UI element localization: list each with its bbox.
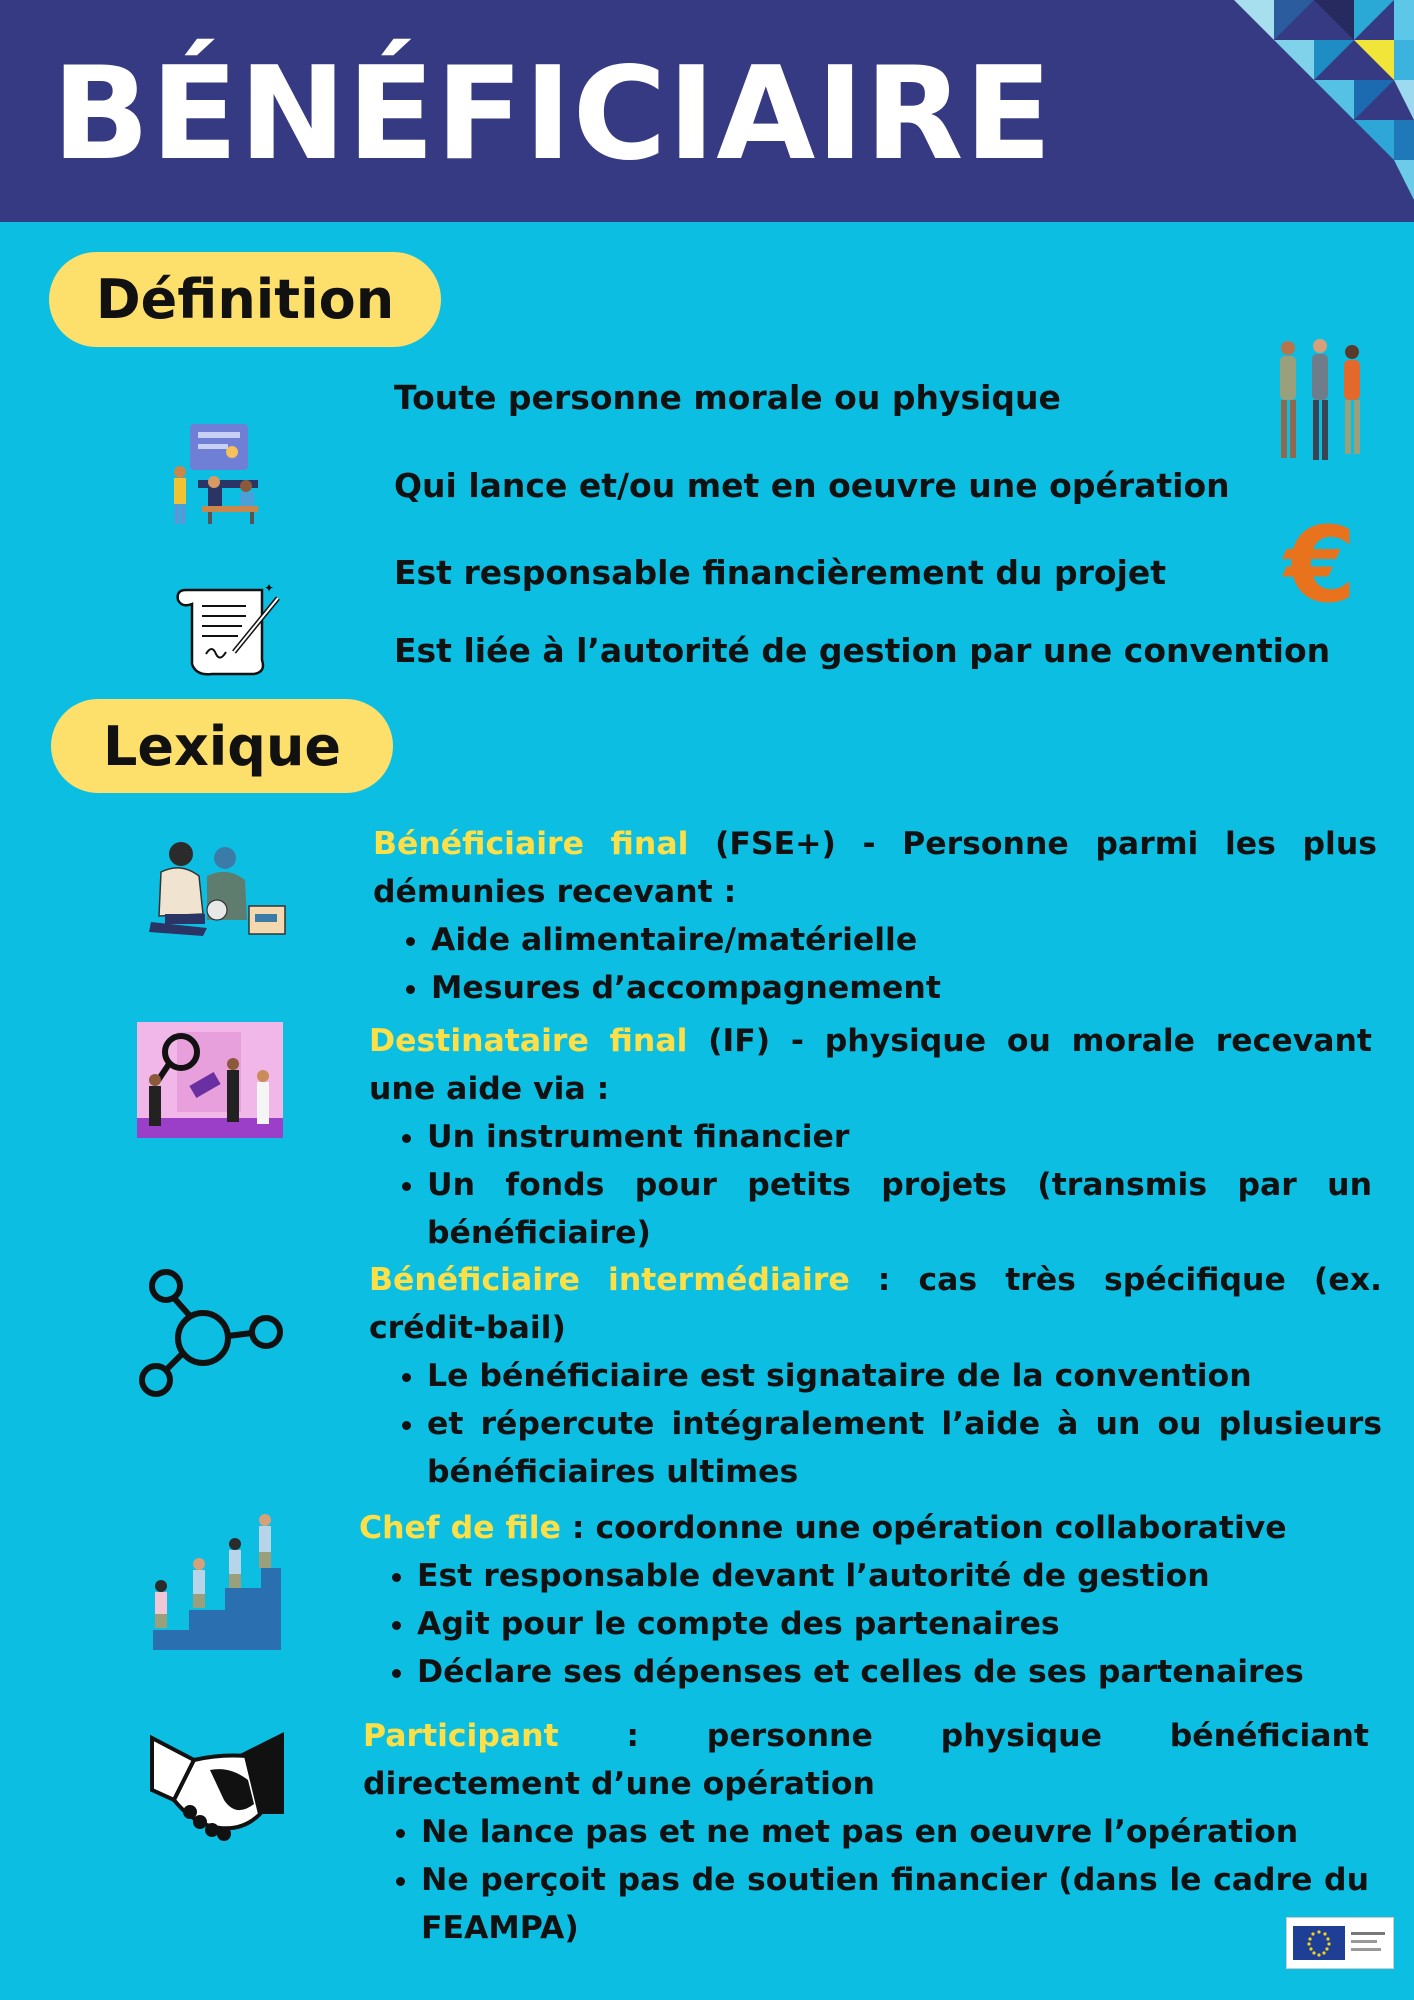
entry-text: (FSE+) - Personne parmi les plus démunies recevant : — [373, 826, 1377, 910]
list-item: • Est responsable devant l’autorité de gestion — [417, 1552, 1389, 1600]
lexique-heading: Lexique — [51, 699, 393, 793]
list-item: • Ne perçoit pas de soutien financier (dans le cadre du FEAMPA) — [421, 1856, 1369, 1952]
definition-item-4: Est liée à l’autorité de gestion par une convention — [394, 631, 1331, 670]
handshake-icon — [150, 1730, 284, 1846]
list-item: • et répercute intégralement l’aide à un ou plusieurs bénéficiaires ultimes — [427, 1400, 1382, 1496]
decorative-triangles-icon — [1234, 0, 1414, 222]
team-meeting-icon — [168, 420, 276, 526]
lexique-entry-destinataire-final — [369, 1017, 1372, 1257]
svg-text:✦: ✦ — [264, 581, 275, 595]
definition-item-1: Toute personne morale ou physique — [394, 378, 1061, 417]
people-icon — [1268, 338, 1374, 466]
term-destinataire-final: Destinataire final — [369, 1023, 688, 1059]
stairs-teamwork-icon — [137, 1508, 281, 1650]
entry-text: : cas très spécifique (ex. crédit-bail) — [369, 1262, 1382, 1346]
entry-text: : coordonne une opération collaborative — [560, 1510, 1287, 1546]
page-title: BÉNÉFICIAIRE — [52, 40, 1053, 189]
lexique-entry-participant — [363, 1712, 1369, 1952]
definition-item-2: Qui lance et/ou met en oeuvre une opération — [394, 466, 1230, 505]
eu-cofunding-badge — [1286, 1917, 1394, 1969]
list-item: • Agit pour le compte des partenaires — [417, 1600, 1389, 1648]
term-participant: Participant — [363, 1718, 559, 1754]
term-chef-de-file: Chef de file — [359, 1510, 561, 1546]
search-people-icon — [137, 1022, 283, 1138]
term-beneficiaire-final: Bénéficiaire final — [373, 826, 689, 862]
list-item: • Un fonds pour petits projets (transmis par un bénéficiaire) — [427, 1161, 1372, 1257]
entry-text: : personne physique bénéficiant directement d’une opération — [363, 1718, 1369, 1802]
entry-text: (IF) - physique ou morale recevant une aide via : — [369, 1023, 1372, 1107]
list-item: • Un instrument financier — [427, 1113, 1372, 1161]
list-item: • Aide alimentaire/matérielle — [431, 916, 1377, 964]
list-item: • Mesures d’accompagnement — [431, 964, 1377, 1012]
lexique-entry-beneficiaire-final — [373, 820, 1377, 1012]
definition-item-3: Est responsable financièrement du projet — [394, 553, 1167, 592]
lexique-entry-chef-de-file — [359, 1504, 1389, 1696]
term-beneficiaire-intermediaire: Bénéficiaire intermédiaire — [369, 1262, 850, 1298]
definition-heading: Définition — [49, 252, 441, 347]
help-people-icon — [137, 836, 287, 944]
lexique-entry-beneficiaire-intermediaire — [369, 1256, 1382, 1496]
euro-icon: € — [1284, 504, 1357, 626]
eu-flag-icon — [1287, 1918, 1393, 1968]
list-item: • Le bénéficiaire est signataire de la convention — [427, 1352, 1382, 1400]
header-banner — [0, 0, 1414, 222]
network-icon — [136, 1264, 286, 1400]
list-item: • Ne lance pas et ne met pas en oeuvre l’opération — [421, 1808, 1369, 1856]
contract-icon — [172, 580, 286, 680]
list-item: • Déclare ses dépenses et celles de ses partenaires — [417, 1648, 1389, 1696]
